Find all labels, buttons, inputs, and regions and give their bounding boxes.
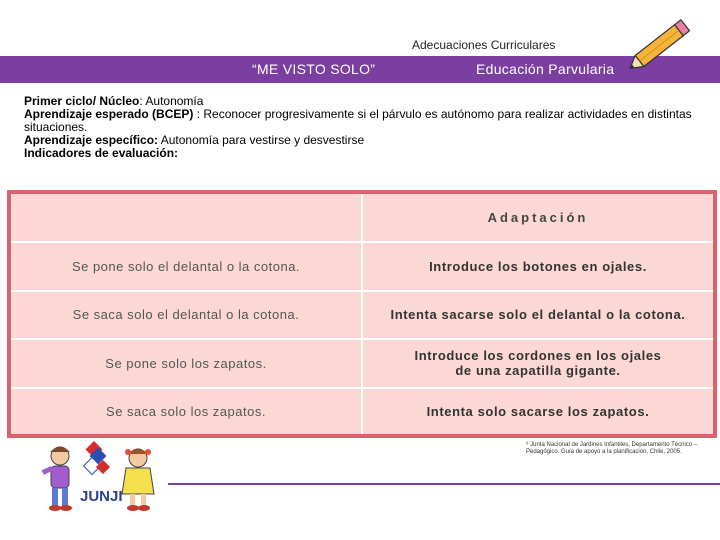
- footer-divider: [168, 483, 720, 485]
- learning-info: [24, 95, 694, 160]
- indicator-cell: Se pone solo el delantal o la cotona.: [9, 242, 362, 290]
- info-line-2-label: Aprendizaje esperado (BCEP): [24, 107, 194, 121]
- table-row: [9, 291, 715, 339]
- info-line-3-value: Autonomía para vestirse y desvestirse: [158, 133, 365, 147]
- info-line-1-value: : Autonomía: [139, 94, 204, 108]
- table-row: [9, 242, 715, 290]
- top-label: Adecuaciones Curriculares: [412, 38, 556, 52]
- adaptation-cell-line-2: de una zapatilla gigante.: [455, 363, 621, 379]
- info-line-1-label: Primer ciclo/ Núcleo: [24, 94, 140, 108]
- adaptation-cell: Intenta solo sacarse los zapatos.: [362, 388, 715, 436]
- header-cell-left: [9, 192, 362, 242]
- info-line-2-value: : Reconocer progresivamente si el párvulo es autónomo para realizar actividades en distintas situaciones.: [24, 107, 692, 134]
- info-line-4-label: Indicadores de evaluación:: [24, 146, 179, 160]
- adaptation-table: [7, 190, 717, 438]
- indicator-cell: Se saca solo el delantal o la cotona.: [9, 291, 362, 339]
- footnote: ⁶ Junta Nacional de Jardines Infantiles, Departamento Técnico – Pedagógico. Guía de apoyo a la planificación, Chile, 2005.: [526, 442, 698, 455]
- indicator-cell: Se pone solo los zapatos.: [9, 339, 362, 387]
- table-header-row: [9, 192, 715, 242]
- header-cell-right: Adaptación: [362, 192, 715, 242]
- info-line-3-label: Aprendizaje específico:: [24, 133, 159, 147]
- page-subtitle: Educación Parvularia: [476, 61, 615, 77]
- page-title: “ME VISTO SOLO”: [252, 61, 376, 77]
- pencil-icon: [620, 10, 700, 80]
- table-row: [9, 388, 715, 436]
- info-line-4: [24, 147, 694, 160]
- adaptation-cell: Introduce los botones en ojales.: [362, 242, 715, 290]
- title-band: [0, 56, 720, 83]
- info-line-2: [24, 108, 694, 134]
- table-row: [9, 339, 715, 387]
- indicator-cell: Se saca solo los zapatos.: [9, 388, 362, 436]
- logo-brand-text: JUNJI: [80, 488, 123, 505]
- adaptation-cell: [362, 339, 715, 387]
- adaptation-cell-line-1: Introduce los cordones en los ojales: [414, 348, 662, 364]
- adaptation-cell: Intenta sacarse solo el delantal o la cotona.: [362, 291, 715, 339]
